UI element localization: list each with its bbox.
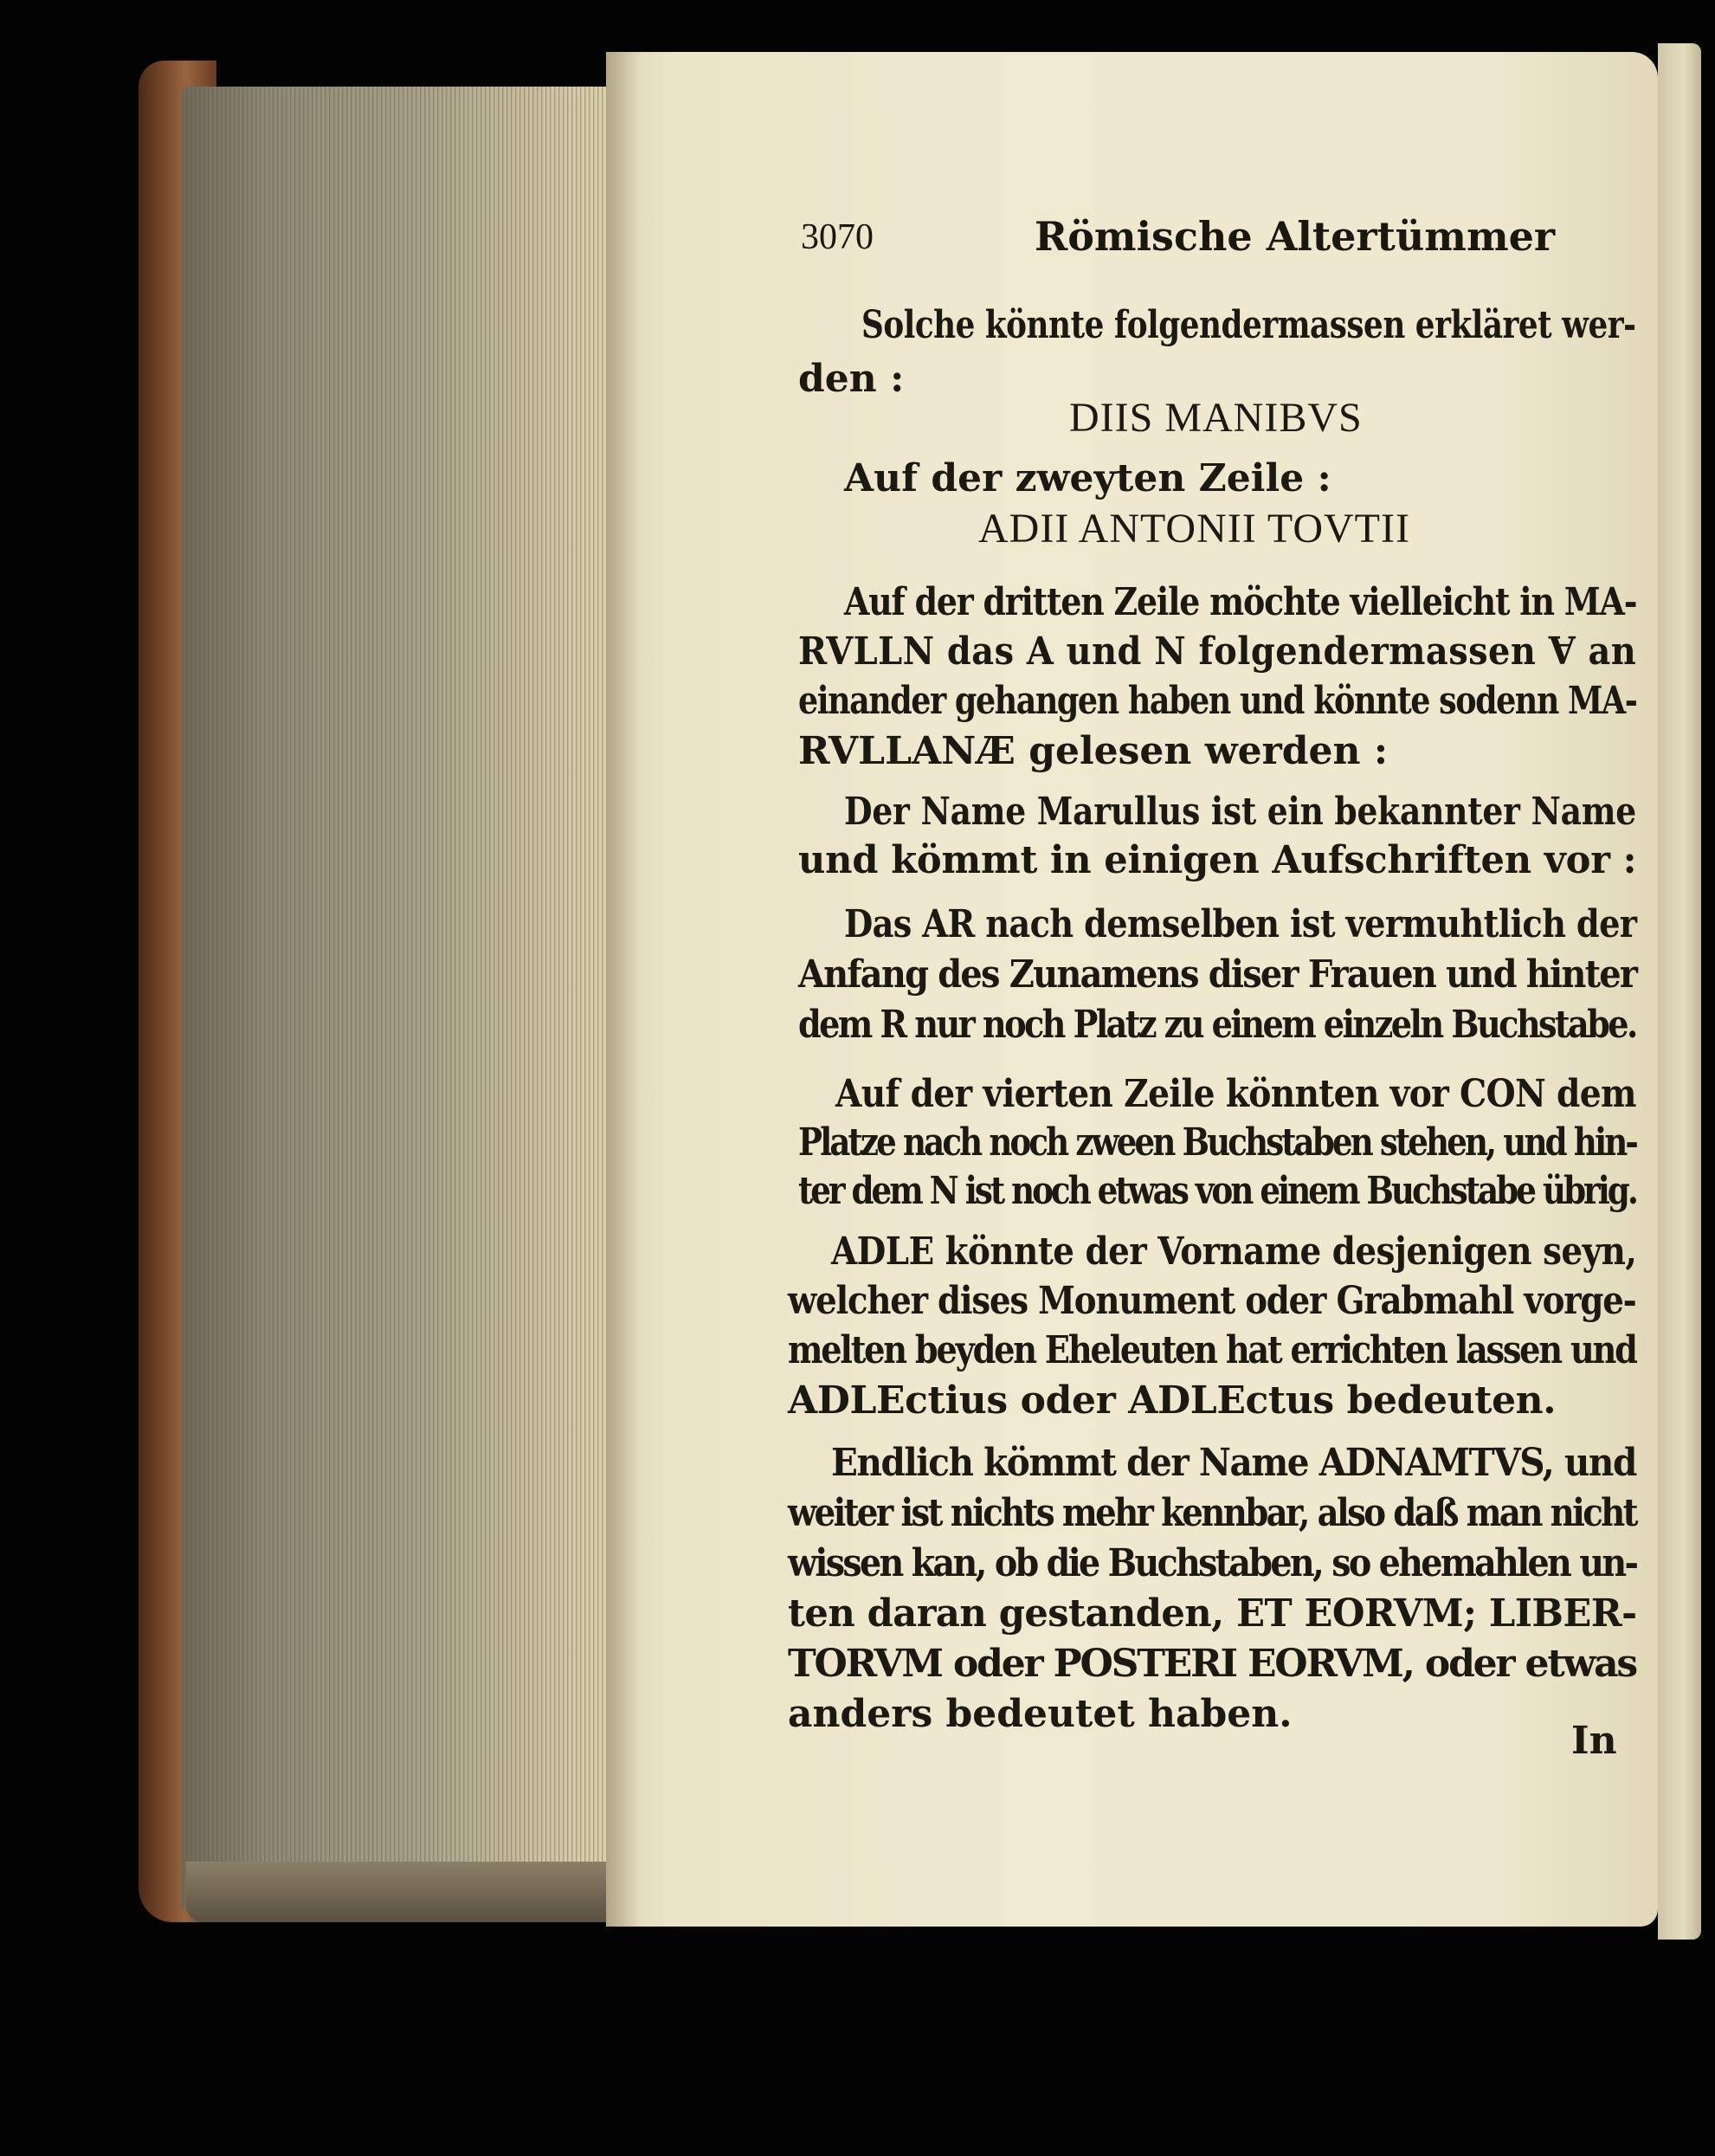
text-line: Auf der dritten Zeile möchte vielleicht in MA- bbox=[844, 580, 1637, 624]
page-block-bottom bbox=[186, 1862, 619, 1922]
text-line: Der Name Marullus ist ein bekannter Name bbox=[844, 790, 1636, 834]
page-block-edge bbox=[182, 87, 615, 1914]
text-line: weiter ist nichts mehr kennbar, also daß man nicht bbox=[788, 1491, 1636, 1535]
text-line: Platze nach noch zween Buchstaben stehen, und hin- bbox=[798, 1120, 1636, 1165]
text-line: RVLLN das A und N folgendermassen Ɐ an bbox=[798, 629, 1637, 674]
text-line: RVLLANÆ gelesen werden : bbox=[798, 729, 1389, 773]
catchword: In bbox=[1571, 1719, 1617, 1763]
text-line: TORVM oder POSTERI EORVM, oder etwas bbox=[788, 1642, 1637, 1686]
text-line: Endlich kömmt der Name ADNAMTVS, und bbox=[831, 1441, 1636, 1485]
text-line: ter dem N ist noch etwas von einem Buchstabe übrig. bbox=[798, 1169, 1636, 1213]
text-line: ten daran gestanden, ET EORVM; LIBER- bbox=[788, 1591, 1637, 1636]
text-line: Auf der vierten Zeile könnten vor CON dem bbox=[835, 1072, 1636, 1116]
text-line: den : bbox=[798, 357, 905, 401]
text-line: wissen kan, ob die Buchstaben, so ehemahlen un- bbox=[788, 1541, 1637, 1585]
text-line: anders bedeutet haben. bbox=[788, 1692, 1293, 1736]
text-line: ADLEctius oder ADLEctus bedeuten. bbox=[788, 1378, 1557, 1423]
page-number: 3070 bbox=[801, 217, 874, 257]
text-line: dem R nur noch Platz zu einem einzeln Buchstabe. bbox=[798, 1003, 1636, 1047]
running-title: Römische Altertümmer bbox=[1035, 213, 1556, 260]
inscription-line: ADII ANTONII TOVTII bbox=[978, 506, 1410, 552]
facing-page-sliver bbox=[1658, 43, 1701, 1940]
inscription-line: DIIS MANIBVS bbox=[1069, 395, 1363, 441]
text-line: Solche könnte folgendermassen erkläret wer- bbox=[861, 303, 1636, 347]
text-line: Anfang des Zunamens diser Frauen und hinter bbox=[798, 952, 1637, 997]
text-line: Auf der zweyten Zeile : bbox=[844, 456, 1331, 500]
text-line: ADLE könnte der Vorname desjenigen seyn, bbox=[831, 1230, 1637, 1274]
gutter-shadow bbox=[606, 52, 641, 1927]
text-line: einander gehangen haben und könnte sodenn MA- bbox=[798, 679, 1637, 723]
text-line: melten beyden Eheleuten hat errichten lassen und bbox=[788, 1328, 1636, 1372]
text-line: Das AR nach demselben ist vermuhtlich der bbox=[844, 902, 1637, 946]
text-line: welcher dises Monument oder Grabmahl vorge- bbox=[788, 1279, 1636, 1323]
text-line: und kömmt in einigen Aufschriften vor : bbox=[798, 838, 1637, 882]
